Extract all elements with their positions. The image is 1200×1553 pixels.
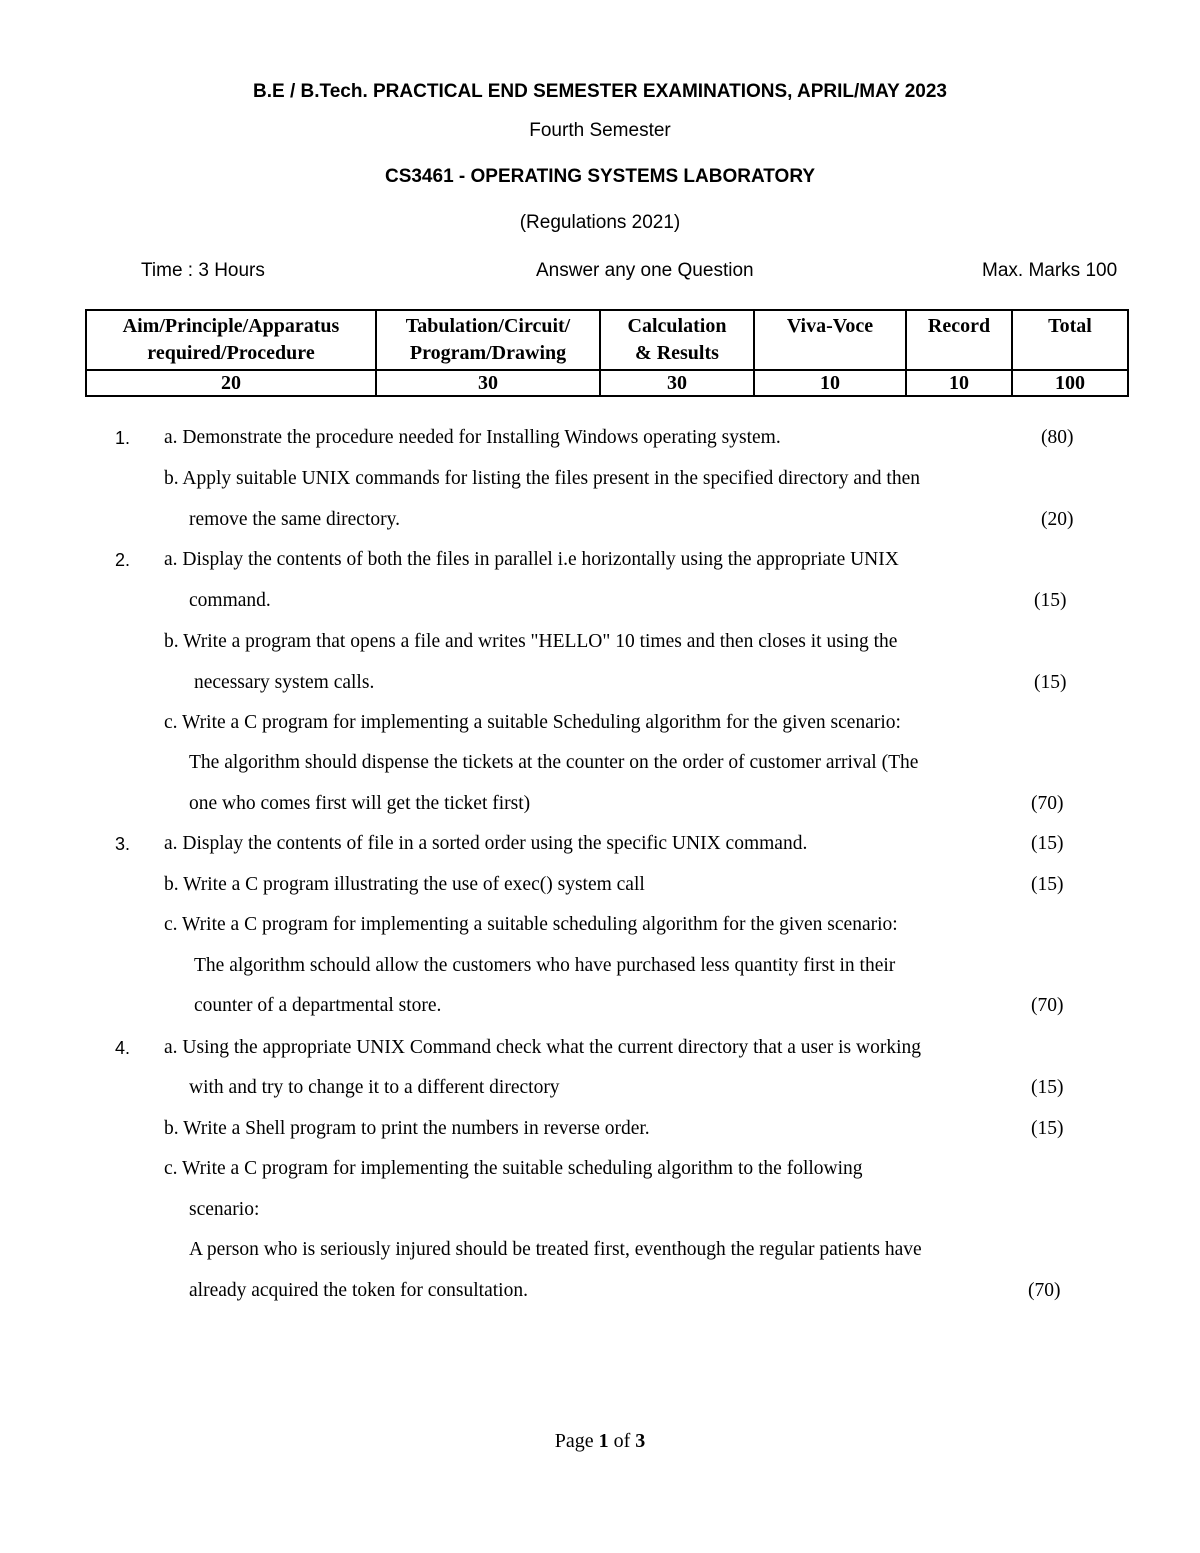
- question-text: c. Write a C program for implementing a suitable Scheduling algorithm for the given scenario:: [164, 712, 901, 733]
- question-marks: (70): [1028, 1280, 1061, 1301]
- question-text: remove the same directory.: [189, 509, 400, 530]
- question-text: a. Display the contents of file in a sorted order using the specific UNIX command.: [164, 833, 808, 854]
- table-cell: 100: [1012, 370, 1128, 396]
- question-marks: (70): [1031, 793, 1064, 814]
- question-marks: (70): [1031, 995, 1064, 1016]
- question-text: c. Write a C program for implementing the suitable scheduling algorithm to the following: [164, 1158, 863, 1179]
- table-header-cell: Record: [906, 310, 1012, 370]
- table-cell: 30: [376, 370, 600, 396]
- question-text: necessary system calls.: [194, 672, 375, 693]
- question-marks: (15): [1031, 1118, 1064, 1139]
- question-marks: (15): [1031, 874, 1064, 895]
- question-marks: (15): [1034, 672, 1067, 693]
- question-text: b. Write a C program illustrating the use of exec() system call: [164, 874, 645, 895]
- question-text: The algorithm schould allow the customers who have purchased less quantity first in their: [194, 955, 896, 976]
- page-number: Page 1 of 3: [554, 1430, 646, 1452]
- question-marks: (15): [1031, 833, 1064, 854]
- table-header-cell: Viva-Voce: [754, 310, 906, 370]
- time-label: Time : 3 Hours: [141, 260, 265, 281]
- question-text: b. Write a Shell program to print the numbers in reverse order.: [164, 1118, 650, 1139]
- question-text: b. Apply suitable UNIX commands for listing the files present in the specified directory and then: [164, 468, 920, 489]
- question-text: one who comes first will get the ticket first): [189, 793, 531, 814]
- question-number: 2.: [115, 550, 131, 570]
- table-header-cell: Aim/Principle/Apparatus required/Procedure: [86, 310, 376, 370]
- marks-table-values-row: [86, 370, 1128, 396]
- question-text: a. Display the contents of both the files in parallel i.e horizontally using the appropriate UNIX: [164, 549, 899, 570]
- question-marks: (80): [1041, 427, 1074, 448]
- question-text: c. Write a C program for implementing a suitable scheduling algorithm for the given scenario:: [164, 914, 898, 935]
- marks-table-header-row: [86, 310, 1128, 370]
- question-marks: (15): [1031, 1077, 1064, 1098]
- table-header-cell: Total: [1012, 310, 1128, 370]
- table-header-cell: Calculation & Results: [600, 310, 754, 370]
- question-text: already acquired the token for consultation.: [189, 1280, 528, 1301]
- marks-table: [85, 309, 1129, 397]
- question-text: scenario:: [189, 1199, 260, 1220]
- question-text: command.: [189, 590, 271, 611]
- question-text: a. Using the appropriate UNIX Command check what the current directory that a user is working: [164, 1037, 922, 1058]
- semester: Fourth Semester: [529, 120, 671, 141]
- question-number: 3.: [115, 834, 131, 854]
- question-text: with and try to change it to a different directory: [189, 1077, 560, 1098]
- question-number: 1.: [115, 428, 131, 448]
- question-text: b. Write a program that opens a file and writes "HELLO" 10 times and then closes it using the: [164, 631, 898, 652]
- table-header-cell: Tabulation/Circuit/ Program/Drawing: [376, 310, 600, 370]
- question-text: The algorithm should dispense the tickets at the counter on the order of customer arrival (The: [189, 752, 919, 773]
- question-number: 4.: [115, 1038, 131, 1058]
- question-text: counter of a departmental store.: [194, 995, 442, 1016]
- table-cell: 30: [600, 370, 754, 396]
- exam-title: B.E / B.Tech. PRACTICAL END SEMESTER EXAMINATIONS, APRIL/MAY 2023: [253, 81, 947, 102]
- table-cell: 10: [906, 370, 1012, 396]
- course-title: CS3461 - OPERATING SYSTEMS LABORATORY: [384, 166, 816, 187]
- instruction: Answer any one Question: [536, 260, 754, 281]
- table-cell: 20: [86, 370, 376, 396]
- regulations: (Regulations 2021): [519, 212, 681, 233]
- question-text: A person who is seriously injured should be treated first, eventhough the regular patients have: [189, 1239, 922, 1260]
- question-text: a. Demonstrate the procedure needed for Installing Windows operating system.: [164, 427, 781, 448]
- question-marks: (15): [1034, 590, 1067, 611]
- table-cell: 10: [754, 370, 906, 396]
- max-marks: Max. Marks 100: [982, 260, 1118, 281]
- question-marks: (20): [1041, 509, 1074, 530]
